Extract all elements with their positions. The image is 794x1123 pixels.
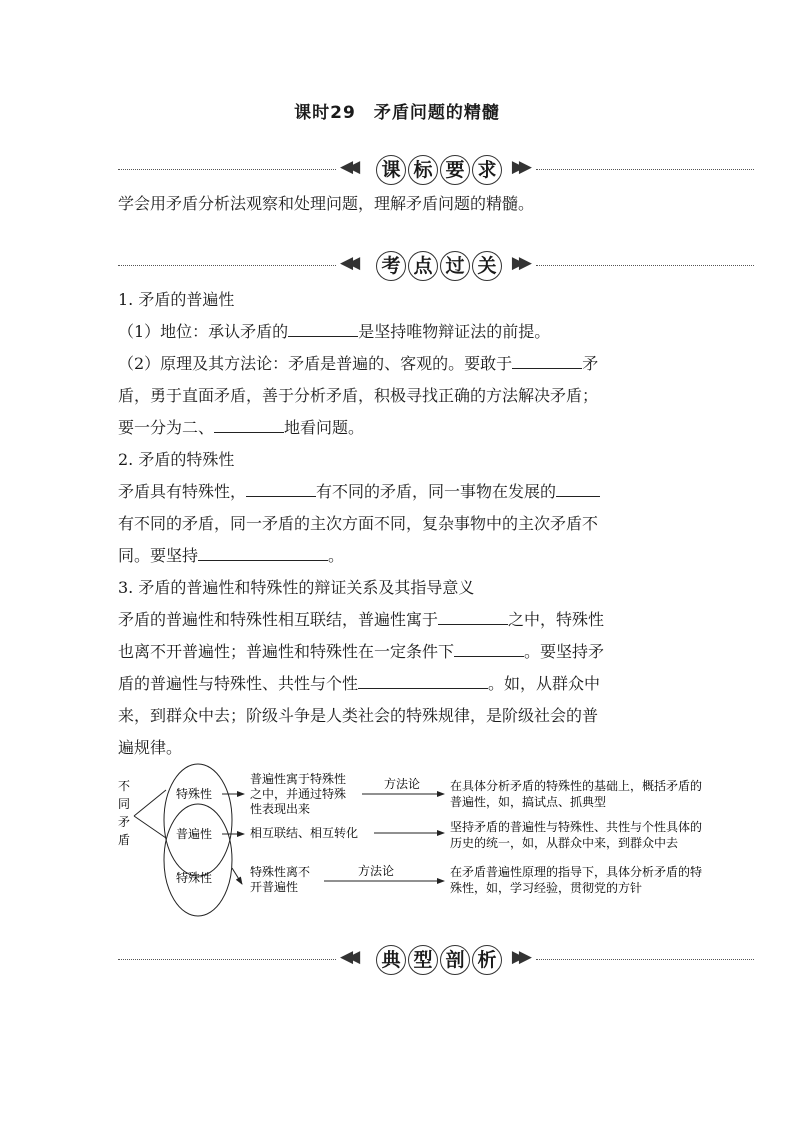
banner-divider-right xyxy=(536,959,754,960)
result-middle-line: 坚持矛盾的普遍性与特殊性、共性与个性具体的 xyxy=(450,820,703,834)
relation-middle: 相互联结、相互转化 xyxy=(250,826,359,840)
banner-char: 要 xyxy=(440,155,470,185)
text: 。要坚持矛 xyxy=(524,642,605,661)
node-universality: 普遍性 xyxy=(176,827,213,841)
banner-char: 关 xyxy=(472,251,502,281)
section-heading: 1. 矛盾的普遍性 xyxy=(118,290,235,309)
banner-arrows-left-icon: ◀◀ xyxy=(340,157,355,177)
text: 有不同的矛盾，同一事物在发展的 xyxy=(316,482,557,501)
relation-bottom-line: 开普遍性 xyxy=(250,880,299,894)
fill-blank[interactable] xyxy=(438,606,508,625)
text: 矛盾的普遍性和特殊性相互联结，普遍性寓于 xyxy=(118,610,439,629)
methodology-label: 方法论 xyxy=(358,864,395,878)
text: 要一分为二、 xyxy=(118,418,215,437)
fill-blank[interactable] xyxy=(214,414,284,433)
text: 矛 xyxy=(582,354,599,373)
fill-blank[interactable] xyxy=(198,542,328,561)
contradiction-diagram xyxy=(110,760,760,920)
text: 有不同的矛盾，同一矛盾的主次方面不同，复杂事物中的主次矛盾不 xyxy=(118,514,599,533)
banner-divider-left xyxy=(118,169,336,170)
section-heading: 3. 矛盾的普遍性和特殊性的辩证关系及其指导意义 xyxy=(118,578,475,597)
banner-char: 典 xyxy=(376,945,406,975)
section-banner-requirements xyxy=(118,153,754,187)
result-top-line: 普遍性，如，搞试点、抓典型 xyxy=(450,795,607,809)
result-middle-line: 历史的统一，如，从群众中来，到群众中去 xyxy=(450,836,679,850)
text: 遍规律。 xyxy=(118,738,183,757)
section-1 xyxy=(118,284,678,444)
text: （1）地位：承认矛盾的 xyxy=(118,322,289,341)
banner-divider-right xyxy=(536,169,754,170)
fill-blank[interactable] xyxy=(358,670,488,689)
text: （2）原理及其方法论：矛盾是普遍的、客观的。要敢于 xyxy=(118,354,513,373)
section-2 xyxy=(118,444,678,572)
text: 之中，特殊性 xyxy=(508,610,605,629)
fill-blank[interactable] xyxy=(454,638,524,657)
relation-top-line: 性表现出来 xyxy=(250,802,311,816)
root-char: 同 xyxy=(118,797,131,811)
root-char: 不 xyxy=(118,779,131,793)
text: 来，到群众中去；阶级斗争是人类社会的特殊规律，是阶级社会的普 xyxy=(118,706,599,725)
relation-top-line: 之中，并通过特殊 xyxy=(250,787,347,801)
section-heading: 2. 矛盾的特殊性 xyxy=(118,450,235,469)
fill-blank[interactable] xyxy=(556,478,600,497)
fill-blank[interactable] xyxy=(288,318,358,337)
result-bottom-line: 殊性，如，学习经验，贯彻党的方针 xyxy=(450,881,643,895)
text: 同。要坚持 xyxy=(118,546,199,565)
relation-top-line: 普遍性寓于特殊性 xyxy=(250,772,347,786)
banner-divider-right xyxy=(536,265,754,266)
text: 是坚持唯物辩证法的前提。 xyxy=(358,322,551,341)
relation-bottom-line: 特殊性离不 xyxy=(250,865,311,879)
root-char: 盾 xyxy=(118,833,131,847)
banner-char: 过 xyxy=(440,251,470,281)
root-char: 矛 xyxy=(118,815,131,829)
result-top-line: 在具体分析矛盾的特殊性的基础上，概括矛盾的 xyxy=(450,779,703,793)
banner-char: 求 xyxy=(472,155,502,185)
banner-char: 析 xyxy=(472,945,502,975)
arrow xyxy=(232,868,242,884)
text: 。 xyxy=(328,546,345,565)
banner-char: 点 xyxy=(408,251,438,281)
banner-char: 课 xyxy=(376,155,406,185)
banner-arrows-right-icon: ▶▶ xyxy=(511,253,526,273)
node-particularity-bottom: 特殊性 xyxy=(176,871,213,885)
banner-arrows-right-icon: ▶▶ xyxy=(511,947,526,967)
node-particularity-top: 特殊性 xyxy=(176,787,213,801)
section-banner-key-points xyxy=(118,249,754,283)
fill-blank[interactable] xyxy=(246,478,316,497)
methodology-label: 方法论 xyxy=(384,777,421,791)
banner-char: 考 xyxy=(376,251,406,281)
text: 也离不开普遍性；普遍性和特殊性在一定条件下 xyxy=(118,642,455,661)
result-bottom-line: 在矛盾普遍性原理的指导下，具体分析矛盾的特 xyxy=(450,865,703,879)
text: 盾，勇于直面矛盾，善于分析矛盾，积极寻找正确的方法解决矛盾； xyxy=(118,386,599,405)
page-title: 课时29 矛盾问题的精髓 xyxy=(294,103,500,123)
banner-divider-left xyxy=(118,959,336,960)
fill-blank[interactable] xyxy=(512,350,582,369)
section-3 xyxy=(118,572,678,764)
text: 。如，从群众中 xyxy=(488,674,601,693)
text: 矛盾具有特殊性， xyxy=(118,482,247,501)
root-branch xyxy=(134,790,166,838)
banner-arrows-right-icon: ▶▶ xyxy=(511,157,526,177)
banner-arrows-left-icon: ◀◀ xyxy=(340,947,355,967)
text: 地看问题。 xyxy=(284,418,365,437)
section-banner-typical-analysis xyxy=(118,943,754,977)
banner-char: 标 xyxy=(408,155,438,185)
banner-char: 型 xyxy=(408,945,438,975)
banner-char: 剖 xyxy=(440,945,470,975)
banner-arrows-left-icon: ◀◀ xyxy=(340,253,355,273)
banner-divider-left xyxy=(118,265,336,266)
text: 盾的普遍性与特殊性、共性与个性 xyxy=(118,674,359,693)
requirement-text: 学会用矛盾分析法观察和处理问题，理解矛盾问题的精髓。 xyxy=(118,194,535,213)
